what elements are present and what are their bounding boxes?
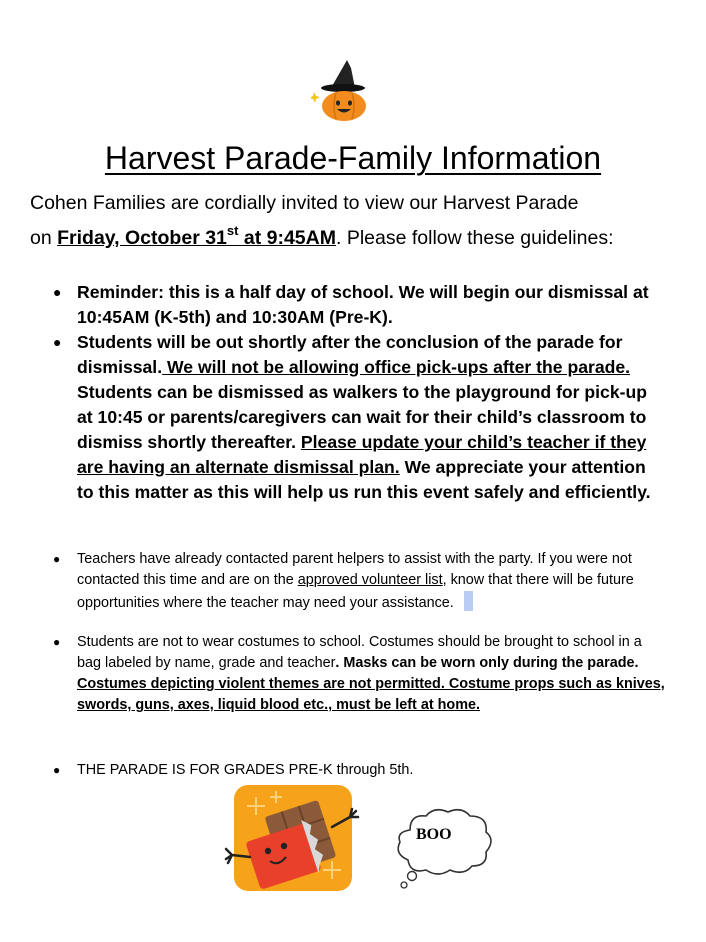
pumpkin-witch-hat-icon (311, 56, 371, 122)
intro-on: on (30, 227, 58, 249)
chocolate-bar-icon (220, 783, 370, 893)
date-superscript: st (226, 223, 239, 238)
boo-text: BOO (416, 826, 452, 843)
regular-guidelines-list-3 (0, 760, 706, 781)
list-item: ● Teachers have already contacted parent helpers to assist with the party. If you were not contacted this time and are on the approved volunteer list, know that there will be future opportunities where the teacher may need your assistance. (53, 551, 634, 611)
boo-thought-bubble-icon (392, 806, 496, 892)
list-item: ● Students will be out shortly after the conclusion of the parade for dismissal. We will not be allowing office pick-ups after the parade. Students can be dismissed as walkers to the playground for pick-up at 10:45 or parents/caregivers can wait for their child’s classroom to dismiss shortly thereafter. Please update your child’s teacher if they are having an alternate dismissal plan. We appreciate your attention to this matter as this will help us run this event safely and efficiently. (53, 332, 651, 502)
regular-guidelines-list-1 (0, 549, 706, 614)
list-item: ● Students are not to wear costumes to school. Costumes should be brought to school in a bag labeled by name, grade and teacher. Masks can be worn only during the parade. Costumes depicting violent themes are not permitted. Costume props such as knives, swords, guns, axes, liquid blood etc., must be left at home. (53, 634, 665, 713)
bullet-icon: ● (53, 552, 61, 566)
page-title: Harvest Parade-Family Information (104, 140, 602, 176)
volunteer-list-link[interactable]: approved volunteer list (297, 572, 443, 588)
intro-after: . Please follow these guidelines: (335, 227, 614, 249)
bullet-icon: ● (53, 334, 62, 350)
bullet-icon: ● (53, 635, 61, 649)
event-date: Friday, October 31st at 9:45AM (57, 223, 336, 249)
event-time: at 9:45AM (238, 227, 336, 249)
regular-guidelines-list-2 (0, 632, 706, 716)
bullet-icon: ● (53, 284, 62, 300)
list-item: ● THE PARADE IS FOR GRADES PRE-K through 5th. (0, 760, 706, 781)
list-item: ● Reminder: this is a half day of school. We will begin our dismissal at 10:45AM (K-5th) and 10:30AM (Pre-K). (53, 282, 649, 327)
bullet-icon: ● (53, 763, 61, 777)
bold-guidelines-list (0, 280, 706, 505)
intro-paragraph (30, 186, 670, 256)
text-cursor-selection (464, 591, 473, 611)
intro-line1: Cohen Families are cordially invited to view our Harvest Parade (30, 192, 579, 214)
